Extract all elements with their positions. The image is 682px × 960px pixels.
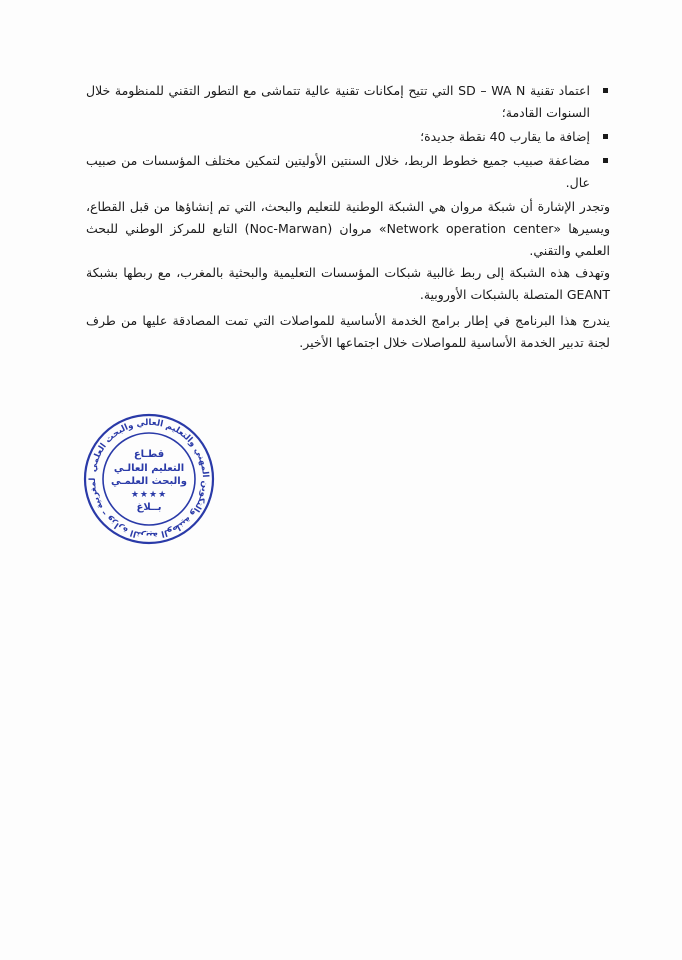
stamp-scientific-research: والبحث العلمـي	[111, 476, 187, 487]
paragraph-marwan-network: وتجدر الإشارة أن شبكة مروان هي الشبكة الوطنية للتعليم والبحث، التي تم إنشاؤها من قبل القطاع، ويسيرها «Network operation center» مروان (Noc-Marwan) التابع للمركز الوطني للبحث العلمي والتقني.	[86, 199, 610, 258]
paragraph-network-goal: وتهدف هذه الشبكة إلى ربط غالبية شبكات المؤسسات التعليمية والبحثية بالمغرب، مع ربطها بشبكة GEANT المتصلة بالشبكات الأوروبية.	[86, 265, 610, 302]
bullet-list	[86, 80, 610, 194]
paragraph-program-framework: يندرج هذا البرنامج في إطار برامج الخدمة الأساسية للمواصلات التي تمت المصادقة عليها من طرف لجنة تدبير الخدمة الأساسية للمواصلات خلال اجتماعها الأخير.	[86, 313, 610, 350]
bullet-item-bandwidth: مضاعفة صبيب جميع خطوط الربط، خلال السنتين الأوليتين لتمكين مختلف المؤسسات من صبيب عال.	[86, 150, 610, 194]
stamp-communique: بــلاغ	[136, 502, 162, 513]
stamp-higher-education: التعليم العالـي	[113, 463, 185, 474]
official-stamp	[82, 412, 216, 546]
bullet-item-sdwan: اعتماد تقنية SD – WA N التي تتيح إمكانات تقنية عالية تتماشى مع التطور التقني للمنظومة خلال السنوات القادمة؛	[86, 80, 610, 124]
stamp-sector-label: قطـاع	[133, 449, 165, 460]
stamp-stars: ★★★★	[130, 490, 168, 500]
bullet-item-new-points: إضافة ما يقارب 40 نقطة جديدة؛	[86, 126, 610, 148]
document-body	[86, 80, 610, 354]
stamp-ring-text: لمغربية – وزارة التربية الوطنية والتكوين المهني والتعليم العالي والبحث العلمي	[87, 417, 211, 541]
stamp-center	[82, 412, 216, 546]
